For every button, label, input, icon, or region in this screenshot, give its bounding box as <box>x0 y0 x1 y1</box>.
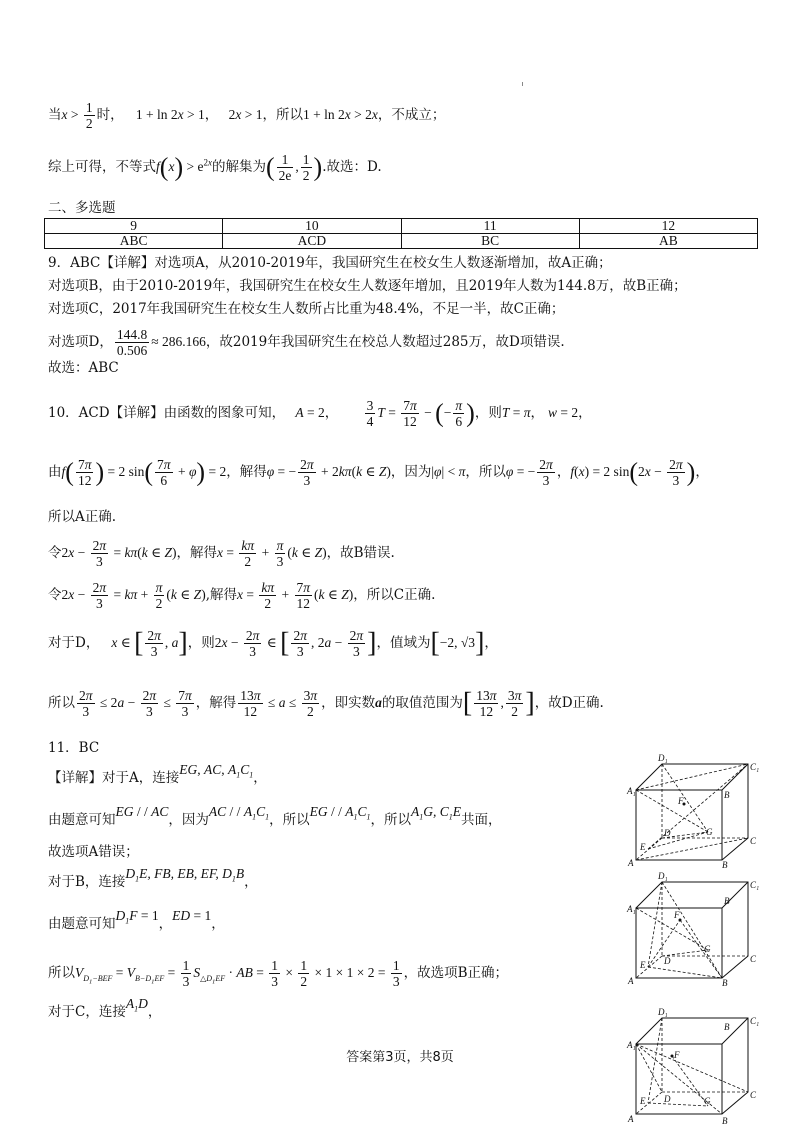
figure-label: D₁ <box>658 753 668 763</box>
case-line: 当x > $\frac{1}{2}$ 时， 1 + ln 2x > 1， 2x > 1，所以1 + ln 2x > 2x，不成立； <box>48 100 446 131</box>
figure-label: A <box>628 1114 634 1124</box>
q9-line-1: 9．ABC【详解】对选项A，从2010-2019年，我国研究生在校女生人数逐渐增加，故A正确； <box>48 255 612 271</box>
figure-label: E <box>640 842 646 852</box>
conclusion-line: 综上可得，不等式$f(x) > e^{2x}$的解集为( $\frac{1}{2e}$ , $\frac{1}{2}$ ).故选：D. <box>48 152 382 183</box>
figure-label: C <box>750 1090 757 1100</box>
figure-label: D₁ <box>658 1007 668 1017</box>
figure-label: G <box>706 827 713 837</box>
q10-line-6: 对于D， x ∈ [ $\frac{2\pi}{3}$ , a]，则2x − $\frac{2\pi}{3}$ ∈ [ $\frac{2\pi}{3}$ , 2a − $\frac{2\pi}{3}$ ]，值域为[−2, √3]， <box>48 627 498 659</box>
q9-line-3: 对选项C，2017年我国研究生在校女生人数所占比重为48.4%，不足一半，故C正确； <box>48 301 565 317</box>
figure-label: B <box>722 1116 728 1126</box>
figure-label: C₁ <box>750 1016 760 1026</box>
figure-label: B <box>722 860 728 870</box>
q10-line-3: 所以A正确. <box>48 509 117 525</box>
table-row <box>45 234 758 249</box>
cube-figure-3 <box>622 1006 762 1126</box>
table-cell: ABC <box>45 234 223 249</box>
q11-line-5: 由题意可知$D_1F = 1$，ED = 1， <box>48 908 225 932</box>
figure-label: C₁ <box>750 880 760 890</box>
section-title: 二、多选题 <box>48 200 116 216</box>
q10-line-2: 由f( $\frac{7\pi}{12}$ ) = 2 sin( $\frac{7\pi}{6}$ + φ) = 2，解得φ = − $\frac{2\pi}{3}$ + 2kπ(k ∈ Z)，因为|φ| < π，所以φ = − $\frac{2\pi}{3}$ ，f(x) = 2 sin(2x − $\frac{2\pi}{3}$ )， <box>48 457 709 488</box>
answer-table <box>44 218 758 249</box>
table-cell: 10 <box>223 219 401 234</box>
q10-line-7: 所以 $\frac{2\pi}{3}$ ≤ 2a − $\frac{2\pi}{3}$ ≤ $\frac{7\pi}{3}$ ，解得 $\frac{13\pi}{12}$ ≤ a ≤ $\frac{3\pi}{2}$ ，即实数a的取值范围为[ $\frac{13\pi}{12}$ , $\frac{3\pi}{2}$ ]，故D正确. <box>48 687 604 719</box>
text-when: 当 <box>48 107 62 123</box>
figure-label: A₁ <box>627 904 636 914</box>
q11-line-4: 对于B，连接$D_1E$, FB, EB, EF, $D_1B$， <box>48 866 258 890</box>
figure-label: G <box>704 1096 711 1106</box>
figure-label: A₁ <box>627 786 636 796</box>
scan-tick-mark <box>522 82 523 86</box>
q11-line-7: 对于C，连接$A_1D$， <box>48 996 162 1020</box>
q11-title: 11．BC <box>48 740 100 756</box>
q11-line-3: 故选项A错误； <box>48 844 139 860</box>
figure-label: D <box>664 956 671 966</box>
q9-line-5: 故选：ABC <box>48 360 119 376</box>
page-footer: 答案第3页，共8页 <box>346 1050 454 1065</box>
figure-label: D <box>664 1094 671 1104</box>
q10-line-1: 10．ACD【详解】由函数的图象可知， A = 2， $\frac{3}{4}$ T = $\frac{7\pi}{12}$ − (− $\frac{\pi}{6}$ )，则T = π， w = 2， <box>48 398 592 429</box>
q9-line-4: 对选项D， $\frac{144.8}{0.506}$ ≈ 286.166，故2019年我国研究生在校总人数超过285万，故D项错误. <box>48 327 565 358</box>
cube-figure-2 <box>622 870 762 988</box>
figure-label: D₁ <box>658 871 668 881</box>
figure-label: B <box>724 790 730 800</box>
q11-line-2: 由题意可知EG / / AC，因为AC / / $A_1C_1$，所以EG / / $A_1C_1$，所以$A_1G$, $C_1E$共面， <box>48 804 502 828</box>
fraction-one-half: $\frac{1}{2}$ <box>85 100 93 131</box>
q10-line-5: 令2x − $\frac{2\pi}{3}$ = kπ + $\frac{\pi}{2}$ (k ∈ Z),解得x = $\frac{k\pi}{2}$ + $\frac{7\pi}{12}$ (k ∈ Z)，所以C正确. <box>48 580 436 611</box>
figure-label: B <box>724 1022 730 1032</box>
table-cell: AB <box>579 234 757 249</box>
table-cell: 9 <box>45 219 223 234</box>
figure-label: A <box>628 976 634 986</box>
q11-line-6: 所以$V_{D_1-BEF} = V_{B-D_1EF}$ = $\frac{1}{3}$ $S_{\triangle D_1EF}$ · AB = $\frac{1}{3}$ × $\frac{1}{2}$ × 1 × 1 × 2 = $\frac{1}{3}$ ，故选项B正确； <box>48 958 509 989</box>
q11-line-1: 【详解】对于A，连接EG, AC, $A_1C_1$， <box>48 762 267 786</box>
figure-label: G <box>704 944 711 954</box>
table-cell: BC <box>401 234 579 249</box>
figure-label: F <box>678 796 684 806</box>
figure-label: B <box>722 978 728 988</box>
figure-label: A <box>628 858 634 868</box>
figure-label: C₁ <box>750 762 760 772</box>
table-cell: 12 <box>579 219 757 234</box>
figure-label: F <box>674 1050 680 1060</box>
figure-label: D <box>664 828 671 838</box>
q10-line-4: 令2x − $\frac{2\pi}{3}$ = kπ(k ∈ Z)，解得x = $\frac{k\pi}{2}$ + $\frac{\pi}{3}$ (k ∈ Z)，故B错误. <box>48 538 395 569</box>
cube-figure-1 <box>622 752 762 870</box>
figure-label: A₁ <box>627 1040 636 1050</box>
figure-label: C <box>750 954 757 964</box>
table-row <box>45 219 758 234</box>
q9-line-2: 对选项B，由于2010-2019年，我国研究生在校女生人数逐年增加，且2019年人数为144.8万，故B正确； <box>48 278 687 294</box>
table-cell: 11 <box>401 219 579 234</box>
figure-label: F <box>674 910 680 920</box>
figure-label: E <box>640 1096 646 1106</box>
figure-label: C <box>750 836 757 846</box>
table-cell: ACD <box>223 234 401 249</box>
figure-label: B <box>724 896 730 906</box>
figure-label: E <box>640 960 646 970</box>
